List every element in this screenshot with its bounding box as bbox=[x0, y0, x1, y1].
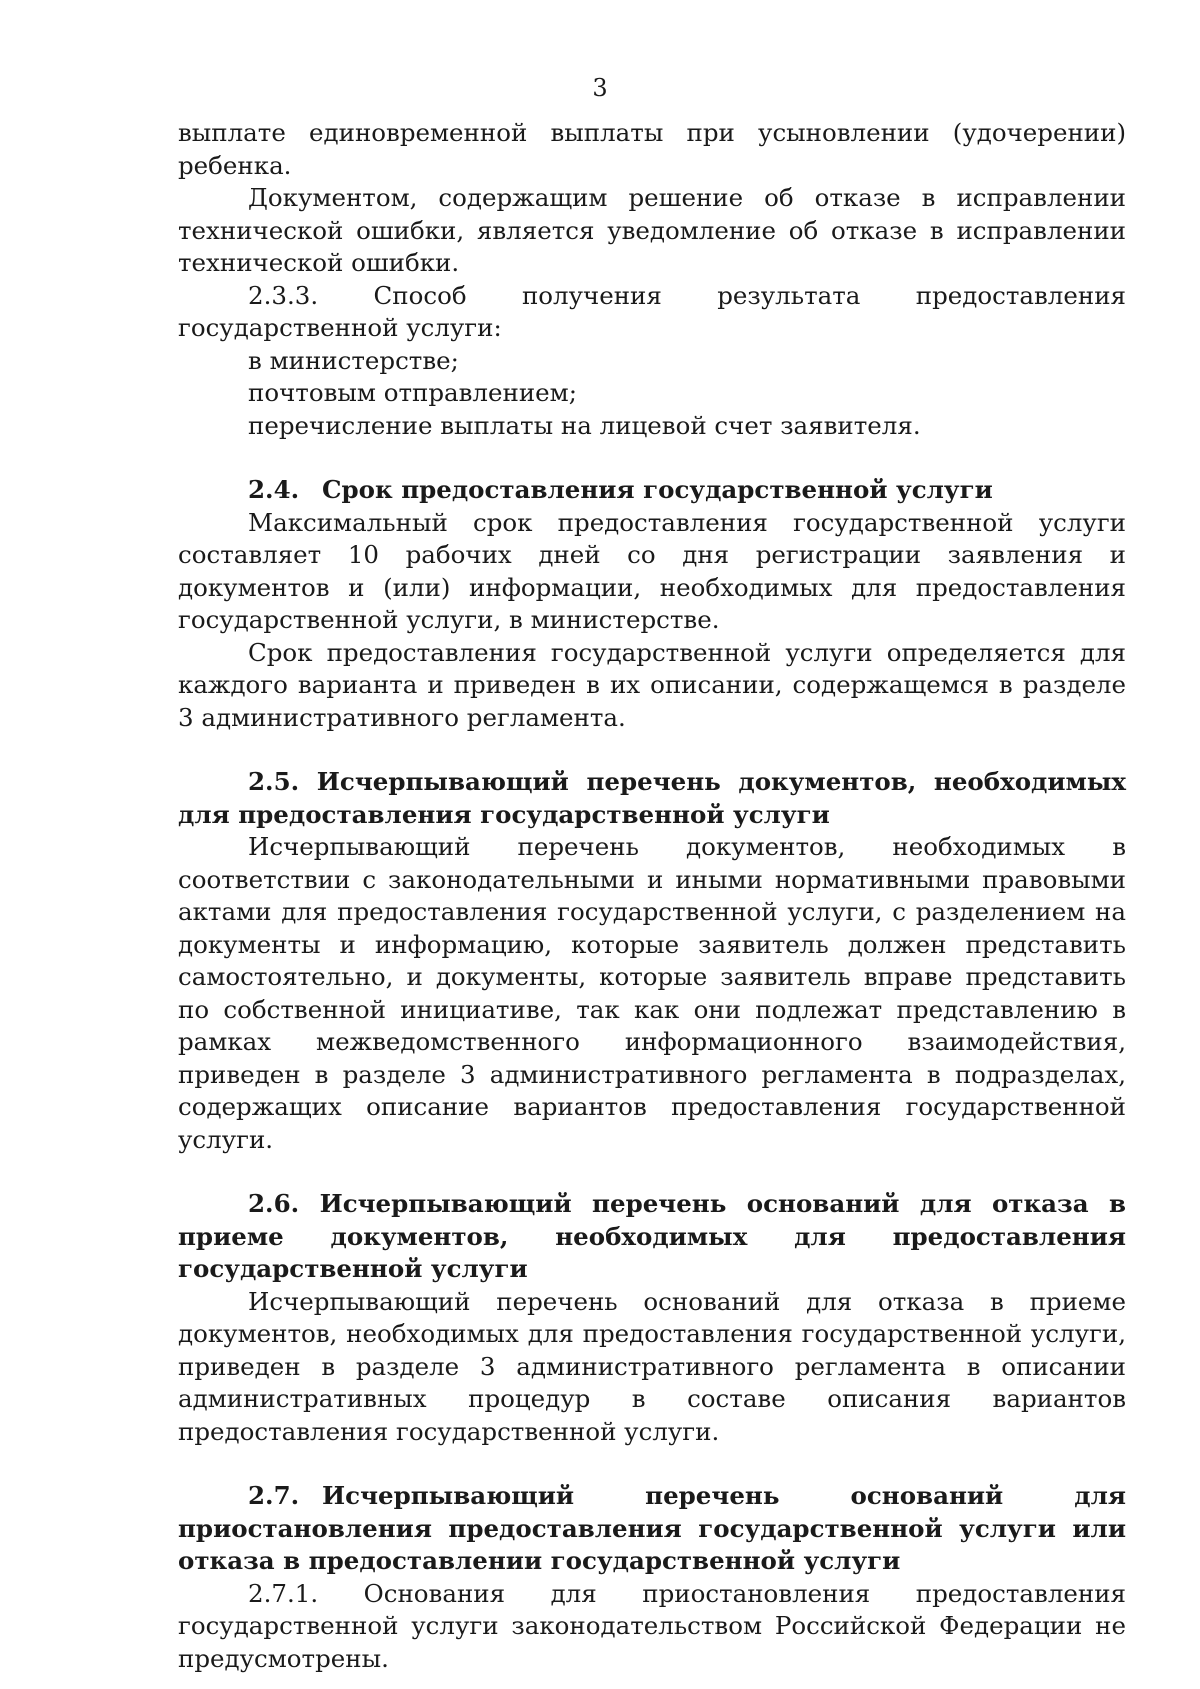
section-title: Исчерпывающий перечень оснований для отказа в приеме документов, необходимых для предоставления государственной услуги bbox=[178, 1189, 1126, 1283]
section-title: Исчерпывающий перечень документов, необходимых для предоставления государственной услуги bbox=[178, 767, 1127, 829]
section-heading-2-5 bbox=[178, 766, 1126, 831]
section-number: 2.7. bbox=[248, 1481, 300, 1510]
document-body bbox=[178, 117, 1126, 1675]
section-heading-2-7 bbox=[178, 1480, 1126, 1578]
section-heading-2-6 bbox=[178, 1188, 1126, 1286]
section-paragraph: Исчерпывающий перечень оснований для отказа в приеме документов, необходимых для предоставления государственной услуги, приведен в разделе 3 административного регламента в описании административных процедур в составе описания вариантов предоставления государственной услуги. bbox=[178, 1286, 1126, 1446]
section-number: 2.6. bbox=[248, 1189, 300, 1218]
refusal-document-paragraph: Документом, содержащим решение об отказе в исправлении технической ошибки, является уведомление об отказе в исправлении технической ошибки. bbox=[178, 183, 1126, 277]
section-paragraph: Срок предоставления государственной услуги определяется для каждого варианта и приведен в их описании, содержащемся в разделе 3 административного регламента. bbox=[178, 637, 1126, 732]
section-title: Срок предоставления государственной услуги bbox=[322, 475, 993, 504]
section-title: Исчерпывающий перечень оснований для приостановления предоставления государственной услуги или отказа в предоставлении государственной услуги bbox=[178, 1481, 1126, 1575]
page-number: 3 bbox=[592, 74, 608, 102]
method-item: почтовым отправлением; bbox=[248, 378, 577, 407]
section-number: 2.5. bbox=[248, 767, 300, 796]
section-paragraph: 2.7.1. Основания для приостановления предоставления государственной услуги законодательством Российской Федерации не предусмотрены. bbox=[178, 1578, 1126, 1673]
method-item: в министерстве; bbox=[248, 345, 459, 375]
section-heading-2-4 bbox=[178, 474, 1126, 507]
method-item: перечисление выплаты на лицевой счет заявителя. bbox=[248, 410, 921, 440]
result-method-heading: 2.3.3. Способ получения результата предоставления государственной услуги: bbox=[178, 280, 1126, 342]
section-paragraph: Исчерпывающий перечень документов, необходимых в соответствии с законодательными и иными нормативными правовыми актами для предоставления государственной услуги, с разделением на документы и информацию, которые заявитель должен представить самостоятельно, и документы, которые заявитель вправе представить по собственной инициативе, так как они подлежат представлению в рамках межведомственного информационного взаимодействия, приведен в разделе 3 административного регламента в подразделах, содержащих описание вариантов предоставления государственной услуги. bbox=[178, 832, 1126, 1154]
continuation-paragraph: выплате единовременной выплаты при усыновлении (удочерении) ребенка. bbox=[178, 118, 1126, 180]
section-paragraph: Максимальный срок предоставления государственной услуги составляет 10 рабочих дней со дня регистрации заявления и документов и (или) информации, необходимых для предоставления государственной услуги, в министерстве. bbox=[178, 507, 1126, 634]
section-number: 2.4. bbox=[248, 475, 300, 504]
